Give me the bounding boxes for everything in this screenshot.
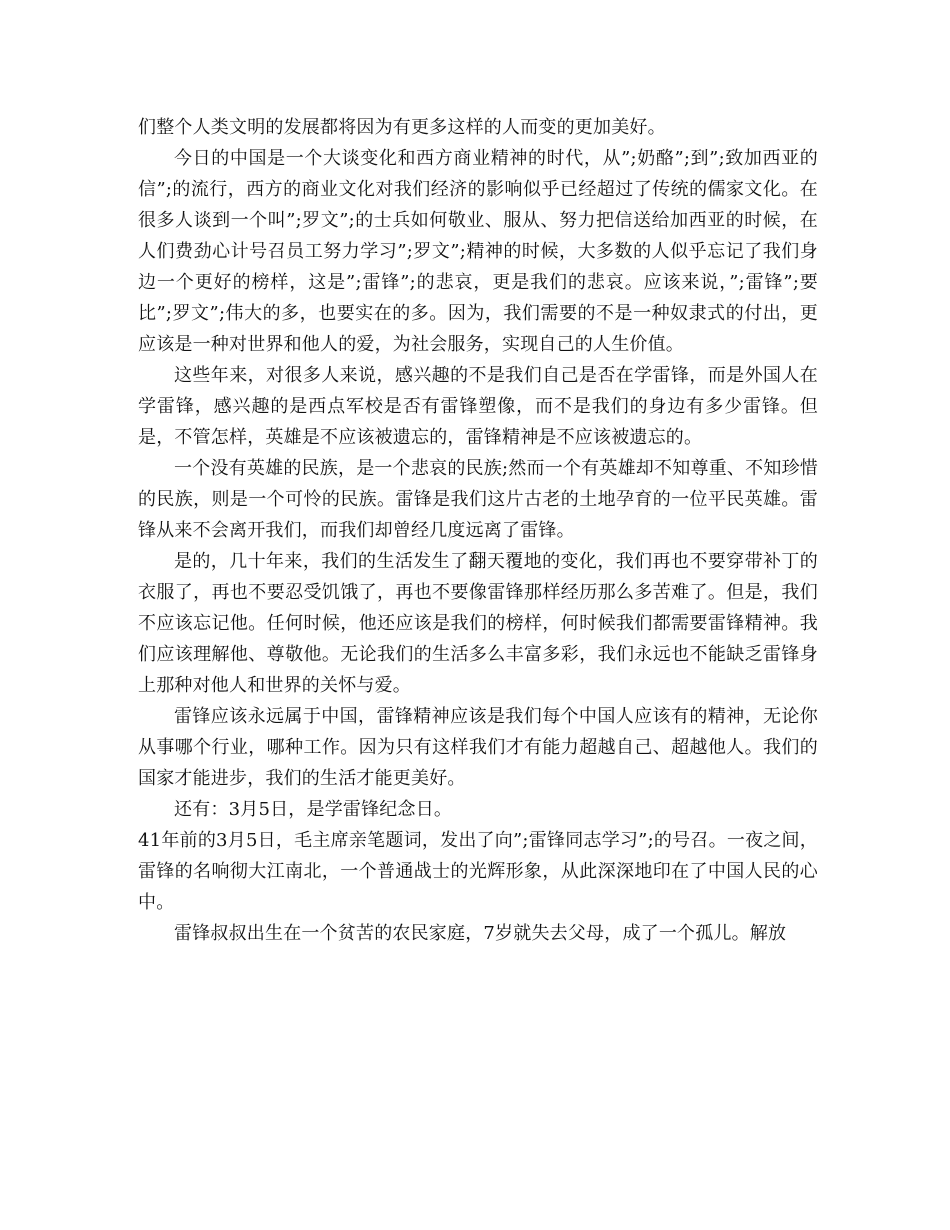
paragraph-belongs-to-china: 雷锋应该永远属于中国，雷锋精神应该是我们每个中国人应该有的精神，无论你从事哪个行业，哪种工作。因为只有这样我们才有能力超越自己、超越他人。我们的国家才能进步，我们的生活才能更美好。 [138, 706, 818, 789]
paragraph-recent-years: 这些年来，对很多人来说，感兴趣的不是我们自己是否在学雷锋，而是外国人在学雷锋，感兴趣的是西点军校是否有雷锋塑像，而不是我们的身边有多少雷锋。但是，不管怎样，英雄是不应该被遗忘的，雷锋精神是不应该被遗忘的。 [138, 365, 818, 448]
paragraph-western-culture: 今日的中国是一个大谈变化和西方商业精神的时代，从”;奶酪”;到”;致加西亚的信”;的流行，西方的商业文化对我们经济的影响似乎已经超过了传统的儒家文化。在很多人谈到一个叫”;罗文”;的士兵如何敬业、服从、努力把信送给加西亚的时候，在人们费劲心计号召员工努力学习”;罗文”;精神的时候，大多数的人似乎忘记了我们身边一个更好的榜样，这是”;雷锋”;的悲哀，更是我们的悲哀。应该来说，”;雷锋”;要比”;罗文”;伟大的多，也要实在的多。因为，我们需要的不是一种奴隶式的付出，更应该是一种对世界和他人的爱，为社会服务，实现自己的人生价值。 [138, 148, 818, 355]
document-body [138, 112, 818, 949]
paragraph-childhood: 雷锋叔叔出生在一个贫苦的农民家庭，7岁就失去父母，成了一个孤儿。解放 [174, 923, 787, 944]
paragraph-changes: 是的，几十年来，我们的生活发生了翻天覆地的变化，我们再也不要穿带补丁的衣服了，再也不要忍受饥饿了，再也不要像雷锋那样经历那么多苦难了。但是，我们不应该忘记他。任何时候，他还应该是我们的榜样，何时候我们都需要雷锋精神。我们应该理解他、尊敬他。无论我们的生活多么丰富多彩，我们永远也不能缺乏雷锋身上那种对他人和世界的关怀与爱。 [138, 551, 818, 696]
paragraph-continuation: 们整个人类文明的发展都将因为有更多这样的人而变的更加美好。 [138, 117, 666, 138]
paragraph-heroes: 一个没有英雄的民族，是一个悲哀的民族;然而一个有英雄却不知尊重、不知珍惜的民族，则是一个可怜的民族。雷锋是我们这片古老的土地孕育的一位平民英雄。雷锋从来不会离开我们，而我们却曾经几度远离了雷锋。 [138, 458, 818, 541]
paragraph-41-years-ago: 41年前的3月5日，毛主席亲笔题词，发出了向”;雷锋同志学习”;的号召。一夜之间，雷锋的名响彻大江南北，一个普通战士的光辉形象，从此深深地印在了中国人民的心中。 [138, 830, 818, 913]
paragraph-memorial-day: 还有：3月5日，是学雷锋纪念日。 [174, 799, 453, 820]
